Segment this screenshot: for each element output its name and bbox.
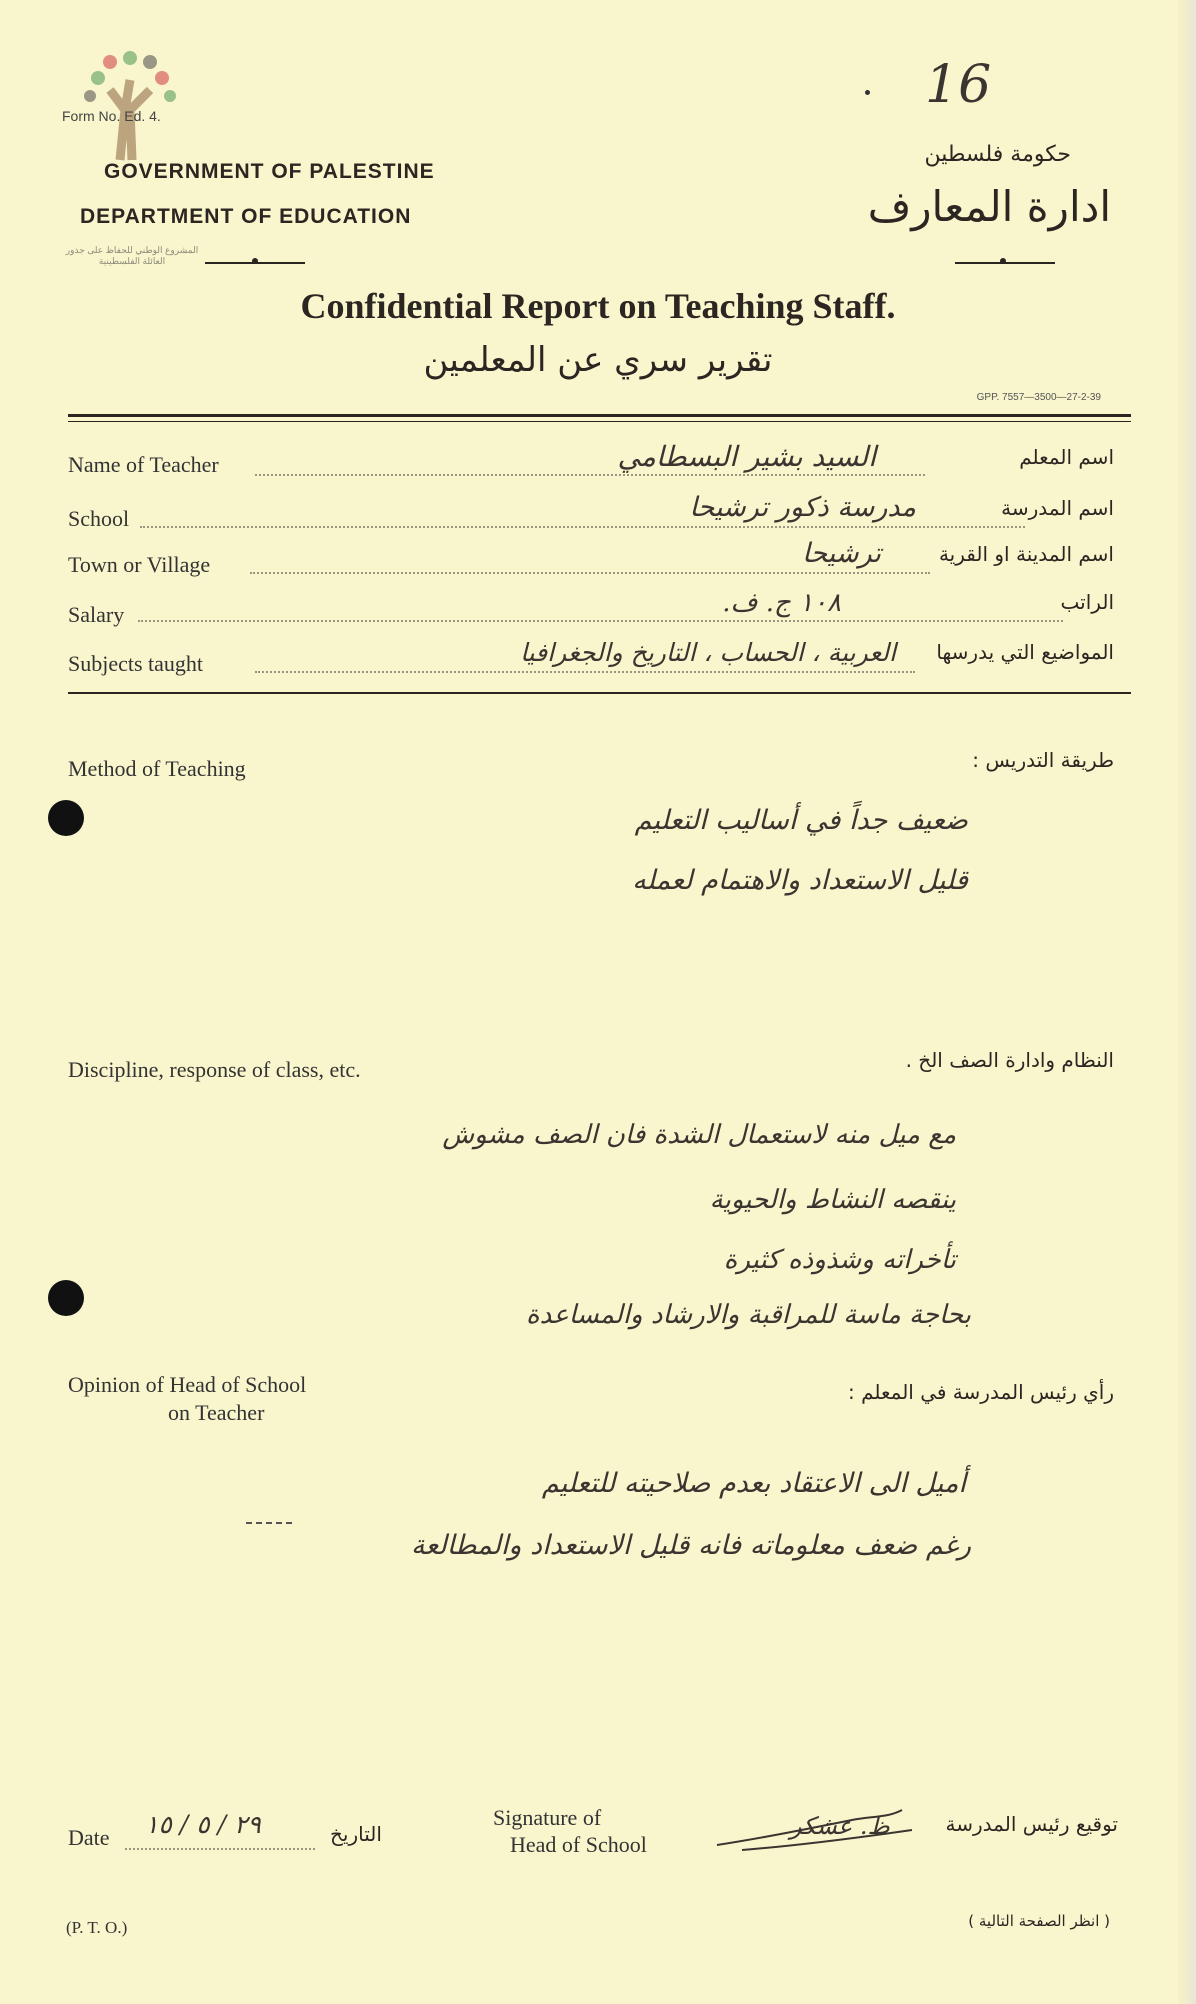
- pto-ar: ( انظر الصفحة التالية ): [968, 1912, 1110, 1930]
- top-thin-rule: [68, 421, 1131, 422]
- opinion-label-ar: رأي رئيس المدرسة في المعلم :: [847, 1380, 1114, 1404]
- name-dots: [255, 474, 925, 476]
- signature-label-ar: توقيع رئيس المدرسة: [945, 1812, 1118, 1836]
- school-value: مدرسة ذكور ترشيحا: [689, 492, 916, 523]
- salary-label-ar: الراتب: [1060, 590, 1114, 614]
- name-value: السيد بشير البسطامي: [617, 440, 876, 473]
- method-label-en: Method of Teaching: [68, 756, 246, 781]
- discipline-note-line1: مع ميل منه لاستعمال الشدة فان الصف مشوش: [442, 1120, 956, 1150]
- discipline-note-line3: تأخراته وشذوذه كثيرة: [723, 1245, 956, 1275]
- government-title-ar: حكومة فلسطين: [924, 142, 1071, 167]
- discipline-label-en: Discipline, response of class, etc.: [68, 1057, 361, 1082]
- opinion-note-line2: رغم ضعف معلوماته فانه قليل الاستعداد والمطالعة: [410, 1530, 971, 1561]
- government-title-en: GOVERNMENT OF PALESTINE: [104, 160, 435, 183]
- punch-hole-top: [48, 800, 84, 836]
- report-title-en: Confidential Report on Teaching Staff.: [300, 286, 896, 326]
- date-label-en: Date: [68, 1825, 110, 1850]
- page-number-dot: [865, 90, 870, 95]
- salary-label-en: Salary: [68, 602, 125, 627]
- date-label-ar: التاريخ: [330, 1822, 382, 1846]
- signature-label-en-line2: Head of School: [510, 1832, 647, 1857]
- date-dots: [125, 1848, 315, 1850]
- opinion-note-line1: أميل الى الاعتقاد بعدم صلاحيته للتعليم: [541, 1468, 966, 1499]
- method-note-line2: قليل الاستعداد والاهتمام لعمله: [632, 865, 968, 896]
- town-value: ترشيحا: [802, 538, 881, 569]
- report-title-ar: تقرير سري عن المعلمين: [423, 340, 773, 380]
- subjects-label-en: Subjects taught: [68, 651, 204, 676]
- salary-value: ١٠٨ ج. ف.: [722, 588, 841, 618]
- discipline-label-ar: النظام وادارة الصف الخ .: [905, 1048, 1114, 1072]
- top-thick-rule: [68, 414, 1131, 417]
- discipline-note-line2: ينقصه النشاط والحيوية: [709, 1185, 956, 1215]
- page-number: 16: [925, 55, 992, 115]
- watermark-caption: المشروع الوطني للحفاظ على جذور العائلة الفلسطينية: [65, 245, 199, 266]
- name-label-en: Name of Teacher: [68, 452, 219, 477]
- town-dots: [250, 572, 930, 574]
- department-title-ar: ادارة المعارف: [867, 182, 1111, 231]
- town-label-en: Town or Village: [68, 552, 211, 577]
- name-label-ar: اسم المعلم: [1019, 445, 1114, 469]
- subjects-label-ar: المواضيع التي يدرسها: [936, 640, 1114, 664]
- school-dots: [140, 526, 1025, 528]
- form-number: Form No. Ed. 4.: [62, 108, 161, 124]
- punch-hole-bottom: [48, 1280, 84, 1316]
- fields-bottom-rule: [68, 692, 1131, 694]
- discipline-note-line4: بحاجة ماسة للمراقبة والارشاد والمساعدة: [525, 1300, 971, 1330]
- salary-dots: [138, 620, 1063, 622]
- opinion-label-en-line1: Opinion of Head of School: [68, 1372, 307, 1397]
- subjects-dots: [255, 671, 915, 673]
- school-label-ar: اسم المدرسة: [1001, 496, 1114, 520]
- pto-en: (P. T. O.): [66, 1918, 128, 1937]
- subjects-value: العربية ، الحساب ، التاريخ والجغرافيا: [520, 638, 896, 667]
- date-value: ٢٩ / ٥ / ١٥: [145, 1810, 261, 1839]
- opinion-label-en-line2: on Teacher: [168, 1400, 265, 1425]
- town-label-ar: اسم المدينة او القرية: [938, 542, 1114, 566]
- print-code: GPP. 7557—3500—27-2-39: [976, 392, 1101, 403]
- signature-value: ظ. عشكر: [790, 1812, 890, 1840]
- signature-label-en-line1: Signature of: [493, 1805, 602, 1830]
- method-label-ar: طريقة التدريس :: [972, 748, 1114, 772]
- header-right-rule-dot: [1000, 258, 1006, 264]
- method-note-line1: ضعيف جداً في أساليب التعليم: [634, 805, 968, 836]
- opinion-dash-mark: [246, 1522, 292, 1524]
- header-left-rule-dot: [252, 258, 258, 264]
- department-title-en: DEPARTMENT OF EDUCATION: [80, 205, 412, 228]
- school-label-en: School: [68, 506, 130, 531]
